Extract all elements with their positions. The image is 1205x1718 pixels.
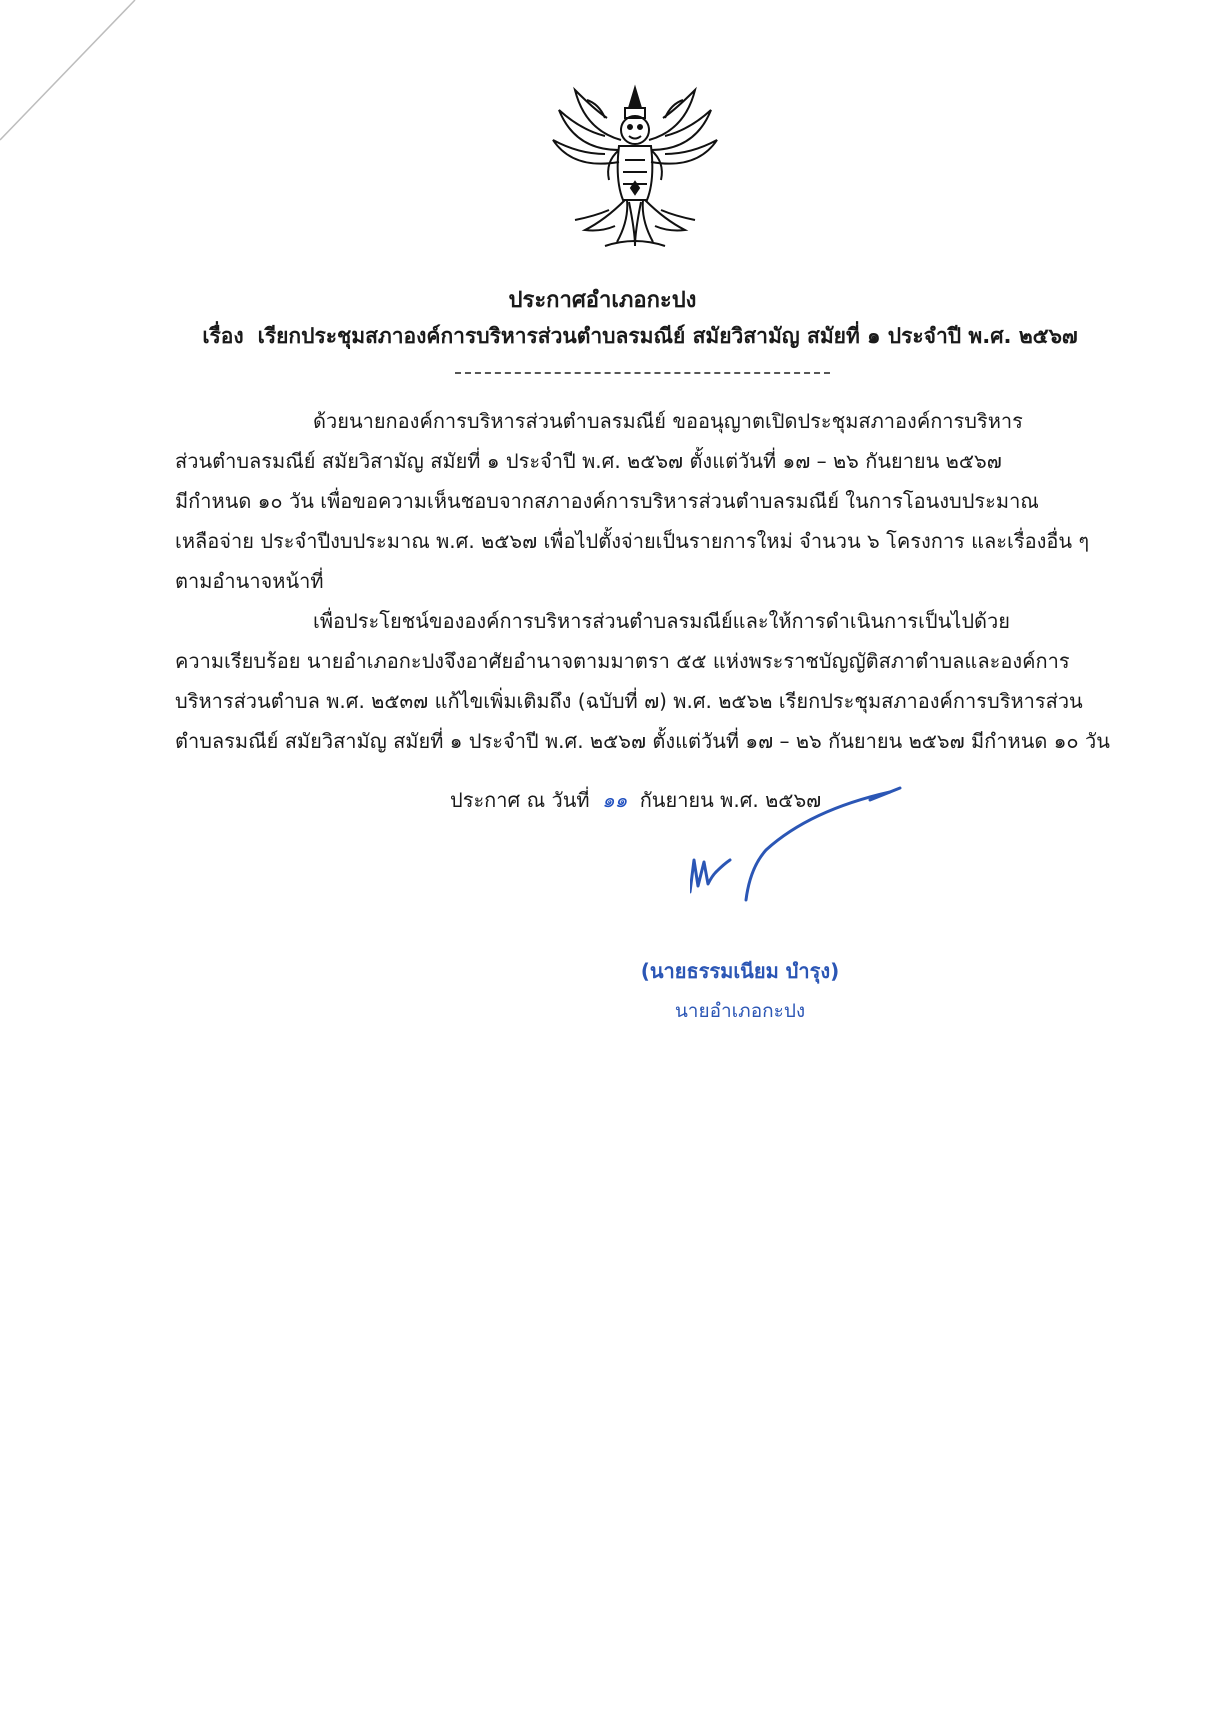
paragraph-line: ส่วนตำบลรมณีย์ สมัยวิสามัญ สมัยที่ ๑ ประจำปี พ.ศ. ๒๕๖๗ ตั้งแต่วันที่ ๑๗ – ๒๖ กันยายน ๒๕๖๗ xyxy=(175,449,1002,473)
paragraph-line: ด้วยนายกองค์การบริหารส่วนตำบลรมณีย์ ขออนุญาตเปิดประชุมสภาองค์การบริหาร xyxy=(313,409,1023,433)
paragraph-2 xyxy=(175,601,1123,761)
paragraph-line: เหลือจ่าย ประจำปีงบประมาณ พ.ศ. ๒๕๖๗ เพื่อไปตั้งจ่ายเป็นรายการใหม่ จำนวน ๖ โครงการ และเรื่องอื่น ๆ xyxy=(175,529,1090,553)
subject-text: เรียกประชุมสภาองค์การบริหารส่วนตำบลรมณีย์ สมัยวิสามัญ สมัยที่ ๑ ประจำปี พ.ศ. ๒๕๖๗ xyxy=(257,324,1078,348)
handwritten-signature xyxy=(690,780,910,920)
paragraph-line: ความเรียบร้อย นายอำเภอกะปงจึงอาศัยอำนาจตามมาตรา ๕๕ แห่งพระราชบัญญัติสภาตำบลและองค์การ xyxy=(175,649,1070,673)
date-month-year: กันยายน พ.ศ. ๒๕๖๗ xyxy=(639,788,822,812)
document-title: ประกาศอำเภอกะปง xyxy=(508,288,697,313)
paragraph-line: ตำบลรมณีย์ สมัยวิสามัญ สมัยที่ ๑ ประจำปี พ.ศ. ๒๕๖๗ ตั้งแต่วันที่ ๑๗ – ๒๖ กันยายน ๒๕๖๗ มีกำหนด ๑๐ วัน xyxy=(175,729,1110,753)
document-subject xyxy=(160,320,1120,353)
date-day: ๑๑ xyxy=(601,788,628,812)
paragraph-line: มีกำหนด ๑๐ วัน เพื่อขอความเห็นชอบจากสภาองค์การบริหารส่วนตำบลรมณีย์ ในการโอนงบประมาณ xyxy=(175,489,1039,513)
garuda-emblem-icon xyxy=(545,70,725,260)
signer-title: นายอำเภอกะปง xyxy=(674,1000,806,1022)
title-divider xyxy=(455,372,830,374)
paper-fold-mark xyxy=(0,0,140,150)
date-prefix: ประกาศ ณ วันที่ xyxy=(450,788,590,812)
paragraph-line: ตามอำนาจหน้าที่ xyxy=(175,569,324,593)
paragraph-1 xyxy=(175,401,1123,601)
subject-label: เรื่อง xyxy=(202,324,244,348)
signer-name: (นายธรรมเนียม บำรุง) xyxy=(640,959,840,983)
paragraph-line: บริหารส่วนตำบล พ.ศ. ๒๕๓๗ แก้ไขเพิ่มเติมถึง (ฉบับที่ ๗) พ.ศ. ๒๕๖๒ เรียกประชุมสภาองค์การบริหารส่วน xyxy=(175,689,1083,713)
paragraph-line: เพื่อประโยชน์ขององค์การบริหารส่วนตำบลรมณีย์และให้การดำเนินการเป็นไปด้วย xyxy=(313,609,1010,633)
